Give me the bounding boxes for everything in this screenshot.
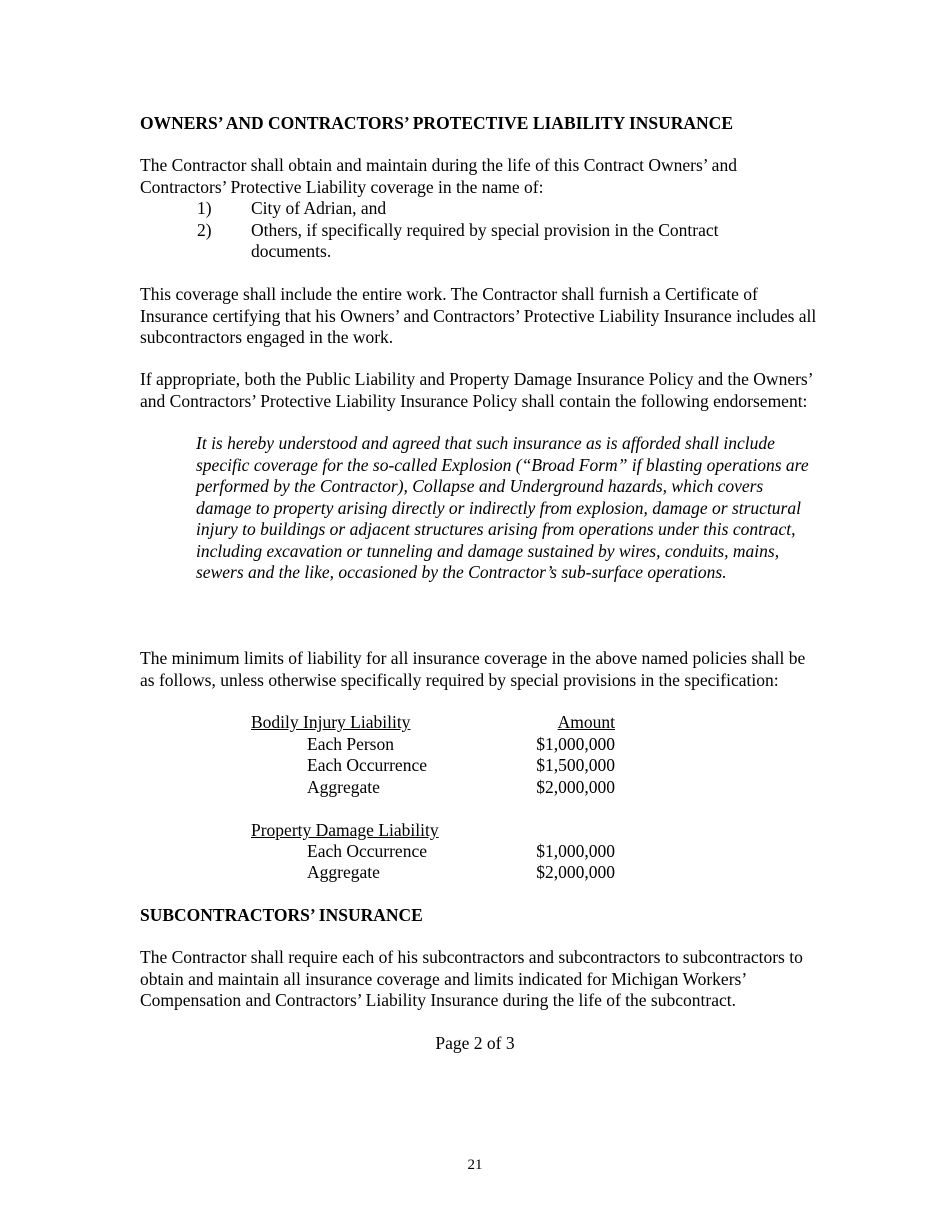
named-insured-list [0,198,950,263]
owners-intro-paragraph: The Contractor shall obtain and maintain during the life of this Contract Owners’ and Contractors’ Protective Liability coverage in the name of: [140,155,737,197]
bodily-injury-heading: Bodily Injury Liability [251,712,411,732]
list-item-number: 1) [197,198,212,218]
page-label: Page 2 of 3 [435,1033,515,1053]
amount-heading: Amount [557,712,615,732]
property-row-label: Aggregate [307,862,380,882]
owners-contractors-heading: OWNERS’ AND CONTRACTORS’ PROTECTIVE LIABILITY INSURANCE [140,113,733,133]
bodily-row-amount: $1,500,000 [536,755,615,775]
endorsement-text: It is hereby understood and agreed that such insurance as is afforded shall include specific coverage for the so-called Explosion (“Broad Form” if blasting operations are performed by the Contractor), Collapse and Underground hazards, which covers damage to property arising directly or indirectly from explosion, damage or structural injury to buildings or adjacent structures arising from operations under this contract, including excavation or tunneling and damage sustained by wires, conduits, mains, sewers and the like, occasioned by the Contractor’s sub-surface operations. [196,433,809,582]
bodily-row-amount: $1,000,000 [536,734,615,754]
property-row-amount: $2,000,000 [536,862,615,882]
list-item [0,198,950,220]
page-number: 21 [467,1157,483,1173]
property-damage-heading: Property Damage Liability [251,820,439,840]
bodily-row-label: Aggregate [307,777,380,797]
bodily-row-label: Each Occurrence [307,755,427,775]
endorsement-intro-paragraph: If appropriate, both the Public Liability and Property Damage Insurance Policy and the Owners’ and Contractors’ Protective Liability Insurance Policy shall contain the following endorsement: [140,369,813,411]
list-item-number: 2) [197,219,212,240]
list-item-text: City of Adrian, and [251,198,387,218]
list-item-text: Others, if specifically required by special provision in the Contract documents. [251,219,719,261]
bodily-row-label: Each Person [307,734,394,754]
property-row-label: Each Occurrence [307,841,427,861]
property-row-amount: $1,000,000 [536,841,615,861]
subcontractors-heading: SUBCONTRACTORS’ INSURANCE [140,905,423,925]
coverage-paragraph: This coverage shall include the entire work. The Contractor shall furnish a Certificate of Insurance certifying that his Owners’ and Contractors’ Protective Liability Insurance includes all subcontractors engaged in the work. [140,284,817,347]
limits-paragraph: The minimum limits of liability for all insurance coverage in the above named policies shall be as follows, unless otherwise specifically required by special provisions in the specification: [140,648,806,690]
subcontractors-paragraph: The Contractor shall require each of his subcontractors and subcontractors to subcontractors to obtain and maintain all insurance coverage and limits indicated for Michigan Workers’ Compensation and Contractors’ Liability Insurance during the life of the subcontract. [140,947,803,1010]
bodily-row-amount: $2,000,000 [536,777,615,797]
list-item [0,220,950,263]
